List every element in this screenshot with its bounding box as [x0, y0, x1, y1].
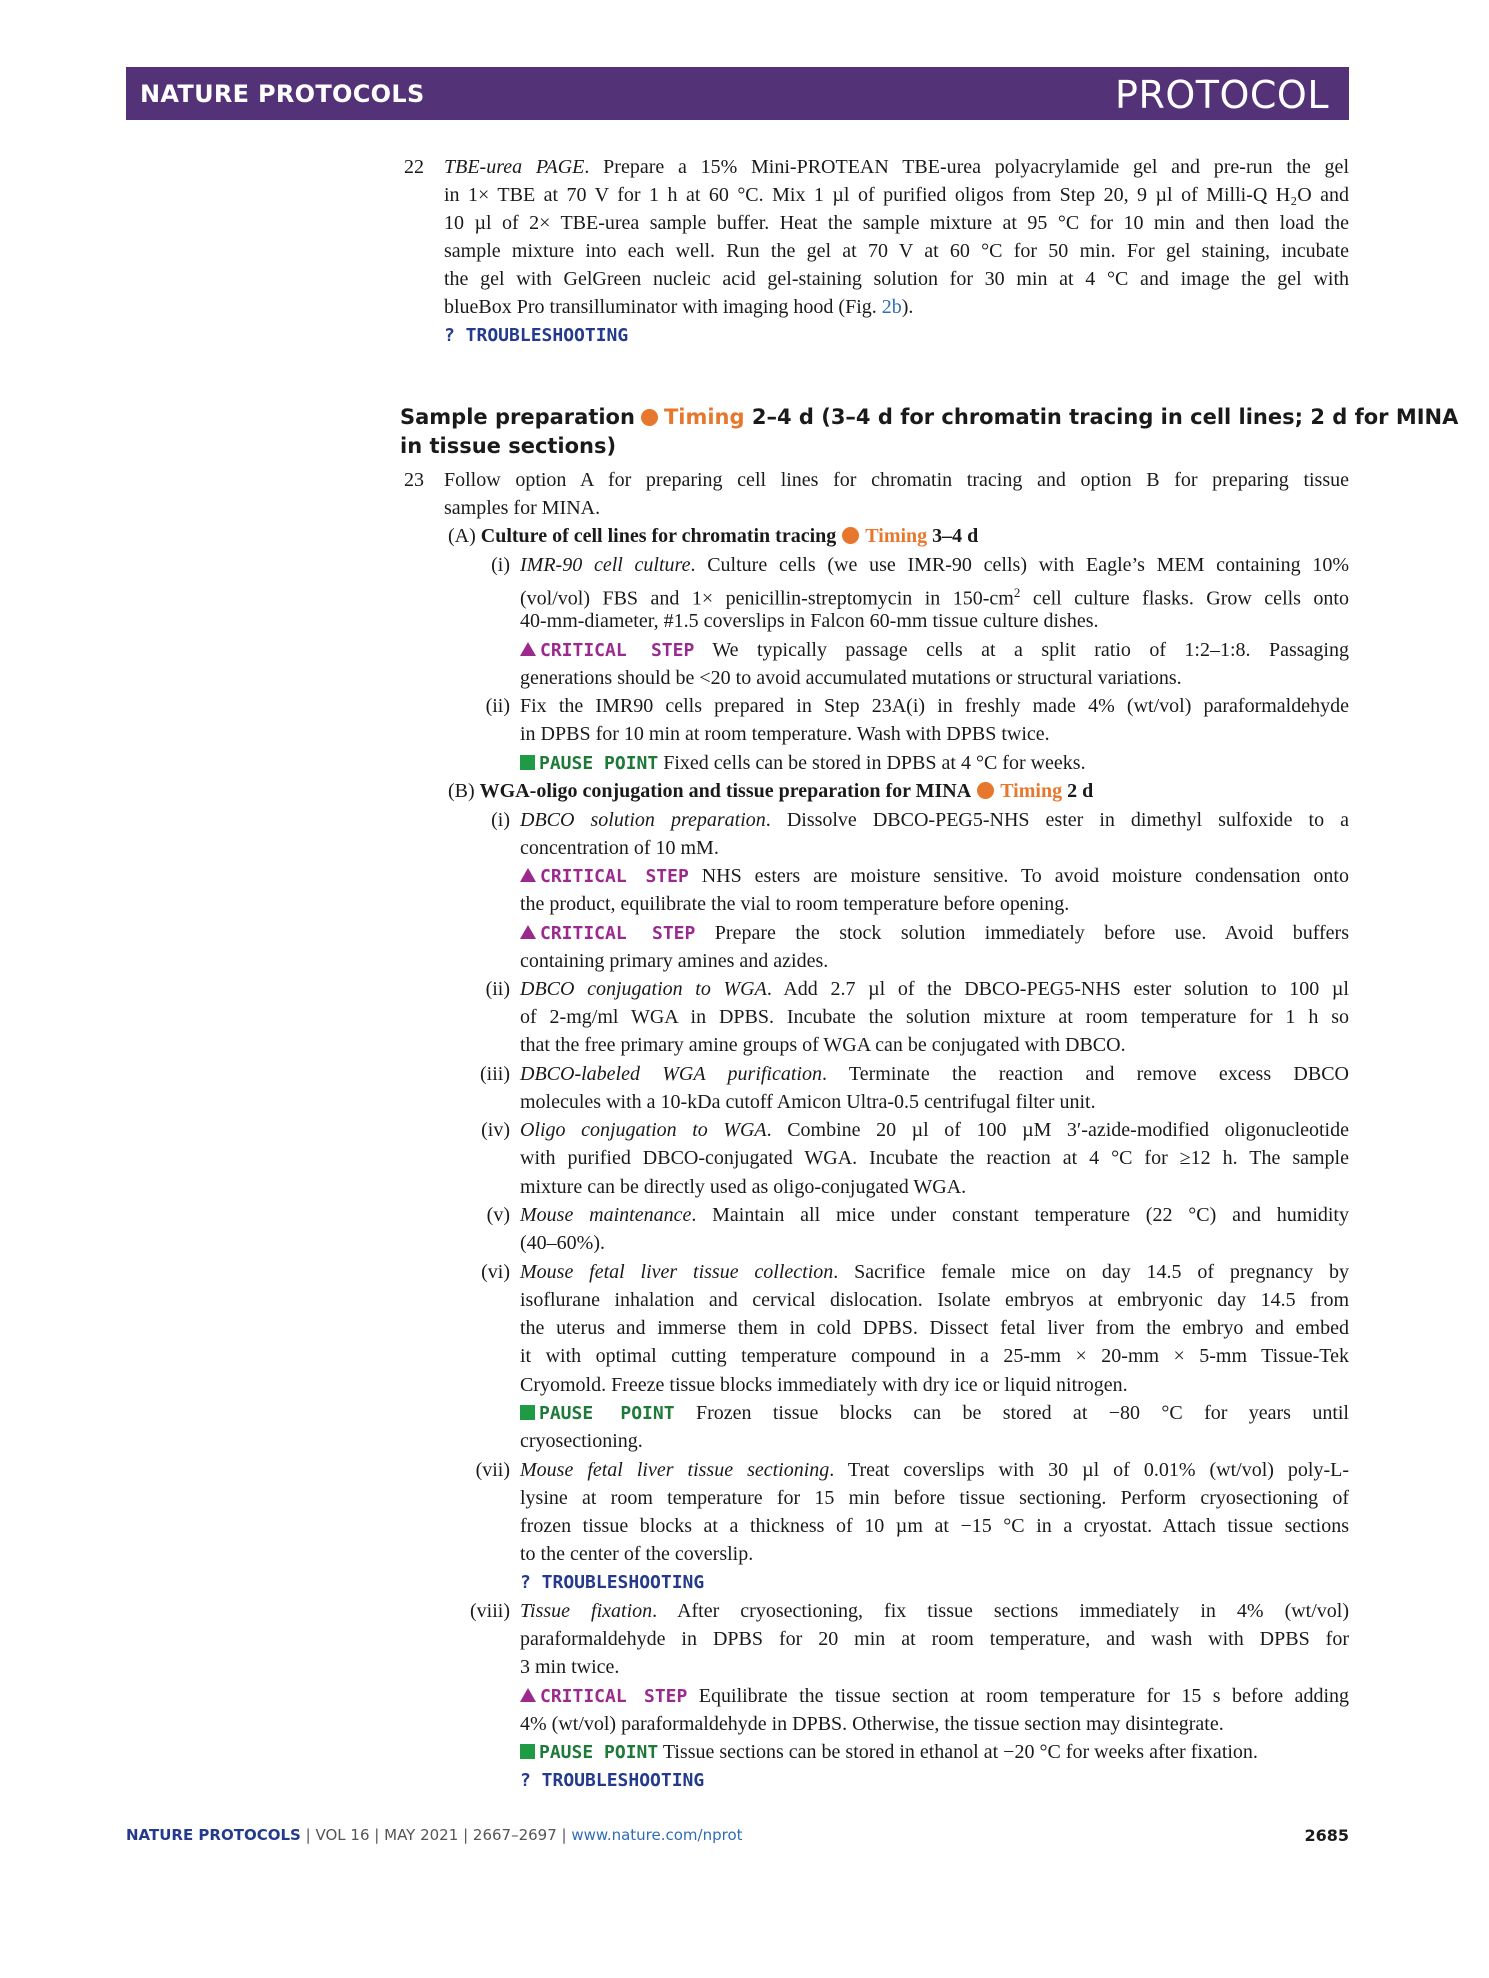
optB-viii-line2: paraformaldehyde in DPBS for 20 min at room temperature, and wash with DPBS for: [520, 1628, 1349, 1650]
optB-viii-line3: 3 min twice.: [520, 1656, 620, 1678]
optB-vi-line3: the uterus and immerse them in cold DPBS. Dissect fetal liver from the embryo and embed: [520, 1317, 1349, 1339]
timing-dot-icon: [842, 527, 859, 544]
pause-square-icon: [520, 755, 535, 770]
optA-ii-line1: Fix the IMR90 cells prepared in Step 23A(i) in freshly made 4% (wt/vol) paraformaldehyde: [520, 695, 1349, 717]
step22-line6: blueBox Pro transilluminator with imaging hood (Fig. 2b).: [444, 296, 914, 318]
journal-name: NATURE PROTOCOLS: [140, 80, 425, 108]
substep-number: (iii): [480, 1063, 510, 1085]
substep-number: (vii): [475, 1459, 510, 1481]
critical-step: CRITICAL STEP NHS esters are moisture sensitive. To avoid moisture condensation onto: [520, 862, 1349, 891]
article-type: PROTOCOL: [1115, 73, 1329, 117]
optB-vi-line1: Mouse fetal liver tissue collection. Sacrifice female mice on day 14.5 of pregnancy by: [520, 1261, 1350, 1283]
optB-vii-line4: to the center of the coverslip.: [520, 1543, 754, 1565]
option-a-heading: (A) Culture of cell lines for chromatin tracing Timing 3–4 d: [448, 525, 979, 547]
journal-banner: [126, 67, 1349, 120]
step22-line2: in 1× TBE at 70 V for 1 h at 60 °C. Mix 1 µl of purified oligos from Step 20, 9 µl of Milli-Q H₂O and: [444, 184, 1349, 206]
optB-iv-line1: Oligo conjugation to WGA. Combine 20 µl of 100 µM 3′-azide-modified oligonucleotide: [520, 1119, 1349, 1141]
pause-square-icon: [520, 1405, 535, 1420]
footer-date: MAY 2021: [384, 1826, 459, 1844]
page-footer: NATURE PROTOCOLS | VOL 16 | MAY 2021 | 2667–2697 | www.nature.com/nprot: [126, 1826, 743, 1844]
optB-vii-line1: Mouse fetal liver tissue sectioning. Treat coverslips with 30 µl of 0.01% (wt/vol) poly-L-: [520, 1459, 1350, 1481]
optB-ii-line3: that the free primary amine groups of WGA can be conjugated with DBCO.: [520, 1034, 1126, 1056]
troubleshooting-link[interactable]: ? TROUBLESHOOTING: [520, 1572, 705, 1593]
optB-iv-line3: mixture can be directly used as oligo-conjugated WGA.: [520, 1176, 967, 1198]
optB-v-line1: Mouse maintenance. Maintain all mice under constant temperature (22 °C) and humidity: [520, 1204, 1349, 1226]
pause-point: PAUSE POINT Fixed cells can be stored in DPBS at 4 °C for weeks.: [520, 749, 1086, 778]
warning-triangle-icon: [520, 1688, 536, 1702]
step-number: 23: [404, 469, 424, 491]
warning-triangle-icon: [520, 642, 536, 656]
step22-line1: TBE-urea PAGE. Prepare a 15% Mini-PROTEAN TBE-urea polyacrylamide gel and pre-run the gel: [444, 156, 1349, 178]
critical-step-cont: generations should be <20 to avoid accumulated mutations or structural variations.: [520, 667, 1182, 689]
step23-line1: Follow option A for preparing cell lines for chromatin tracing and option B for preparing tissue: [444, 469, 1349, 491]
substep-number: (vi): [481, 1261, 510, 1283]
optB-v-line2: (40–60%).: [520, 1232, 605, 1254]
optB-ii-line2: of 2-mg/ml WGA in DPBS. Incubate the solution mixture at room temperature for 1 h so: [520, 1006, 1349, 1028]
optB-iii-line2: molecules with a 10-kDa cutoff Amicon Ultra-0.5 centrifugal filter unit.: [520, 1091, 1096, 1113]
option-b-heading: (B) WGA-oligo conjugation and tissue preparation for MINA Timing 2 d: [448, 780, 1094, 802]
optB-vii-line2: lysine at room temperature for 15 min before tissue sectioning. Perform cryosectioning of: [520, 1487, 1349, 1509]
substep-number: (i): [491, 809, 510, 831]
optB-viii-line1: Tissue fixation. After cryosectioning, fix tissue sections immediately in 4% (wt/vol): [520, 1600, 1350, 1622]
substep-number: (ii): [485, 978, 510, 1000]
page-number: 2685: [1304, 1826, 1349, 1845]
critical-step-cont: containing primary amines and azides.: [520, 950, 829, 972]
timing-dot-icon: [641, 409, 658, 426]
critical-step: CRITICAL STEP Equilibrate the tissue section at room temperature for 15 s before adding: [520, 1682, 1349, 1711]
pause-point: PAUSE POINT Tissue sections can be stored in ethanol at −20 °C for weeks after fixation.: [520, 1738, 1258, 1767]
warning-triangle-icon: [520, 925, 536, 939]
substep-number: (ii): [485, 695, 510, 717]
optB-i-line2: concentration of 10 mM.: [520, 837, 719, 859]
optB-iii-line1: DBCO-labeled WGA purification. Terminate the reaction and remove excess DBCO: [520, 1063, 1349, 1085]
substep-number: (viii): [470, 1600, 510, 1622]
troubleshooting-link[interactable]: ? TROUBLESHOOTING: [520, 1770, 705, 1791]
footer-url[interactable]: www.nature.com/nprot: [571, 1826, 743, 1844]
footer-journal: NATURE PROTOCOLS: [126, 1826, 301, 1844]
section-heading-cont: in tissue sections): [400, 434, 617, 458]
step22-line5: the gel with GelGreen nucleic acid gel-staining solution for 30 min at 4 °C and image the gel with: [444, 268, 1349, 290]
substep-number: (iv): [481, 1119, 510, 1141]
optB-vi-line4: it with optimal cutting temperature compound in a 25-mm × 20-mm × 5-mm Tissue-Tek: [520, 1345, 1349, 1367]
section-heading: Sample preparation Timing 2–4 d (3–4 d for chromatin tracing in cell lines; 2 d for MINA: [400, 405, 1459, 429]
step-number: 22: [404, 156, 424, 178]
optB-vi-line5: Cryomold. Freeze tissue blocks immediately with dry ice or liquid nitrogen.: [520, 1374, 1128, 1396]
optB-ii-line1: DBCO conjugation to WGA. Add 2.7 µl of the DBCO-PEG5-NHS ester solution to 100 µl: [520, 978, 1349, 1000]
critical-step-cont: the product, equilibrate the vial to room temperature before opening.: [520, 893, 1070, 915]
optA-ii-line2: in DPBS for 10 min at room temperature. Wash with DPBS twice.: [520, 723, 1050, 745]
step22-line4: sample mixture into each well. Run the gel at 70 V at 60 °C for 50 min. For gel staining, incubate: [444, 240, 1349, 262]
footer-pages: 2667–2697: [472, 1826, 557, 1844]
substep-number: (i): [491, 554, 510, 576]
optB-vii-line3: frozen tissue blocks at a thickness of 10 µm at −15 °C in a cryostat. Attach tissue sections: [520, 1515, 1349, 1537]
optA-i-line2: (vol/vol) FBS and 1× penicillin-streptomycin in $150-cm^2$ cell culture flasks. Grow cells onto: [520, 585, 1349, 610]
figure-link[interactable]: 2b: [881, 296, 902, 318]
critical-step: CRITICAL STEP Prepare the stock solution immediately before use. Avoid buffers: [520, 919, 1349, 948]
timing-dot-icon: [977, 782, 994, 799]
warning-triangle-icon: [520, 868, 536, 882]
optB-iv-line2: with purified DBCO-conjugated WGA. Incubate the reaction at 4 °C for ≥12 h. The sample: [520, 1147, 1349, 1169]
critical-step-cont: 4% (wt/vol) paraformaldehyde in DPBS. Otherwise, the tissue section may disintegrate.: [520, 1713, 1224, 1735]
step23-line2: samples for MINA.: [444, 497, 601, 519]
optB-vi-line2: isoflurane inhalation and cervical dislocation. Isolate embryos at embryonic day 14.5 from: [520, 1289, 1349, 1311]
pause-point: PAUSE POINT Frozen tissue blocks can be stored at −80 °C for years until: [520, 1399, 1349, 1428]
critical-step: CRITICAL STEP We typically passage cells at a split ratio of 1:2–1:8. Passaging: [520, 636, 1349, 665]
optB-i-line1: DBCO solution preparation. Dissolve DBCO-PEG5-NHS ester in dimethyl sulfoxide to a: [520, 809, 1349, 831]
step22-line3: 10 µl of 2× TBE-urea sample buffer. Heat the sample mixture at 95 °C for 10 min and then load the: [444, 212, 1349, 234]
troubleshooting-link[interactable]: ? TROUBLESHOOTING: [444, 325, 629, 346]
substep-number: (v): [486, 1204, 510, 1226]
optA-i-line3: 40-mm-diameter, #1.5 coverslips in Falcon 60-mm tissue culture dishes.: [520, 610, 1099, 632]
footer-volume: VOL 16: [315, 1826, 370, 1844]
pause-square-icon: [520, 1744, 535, 1759]
optA-i-line1: IMR-90 cell culture. Culture cells (we use IMR-90 cells) with Eagle’s MEM containing 10%: [520, 554, 1349, 576]
pause-point-cont: cryosectioning.: [520, 1430, 643, 1452]
